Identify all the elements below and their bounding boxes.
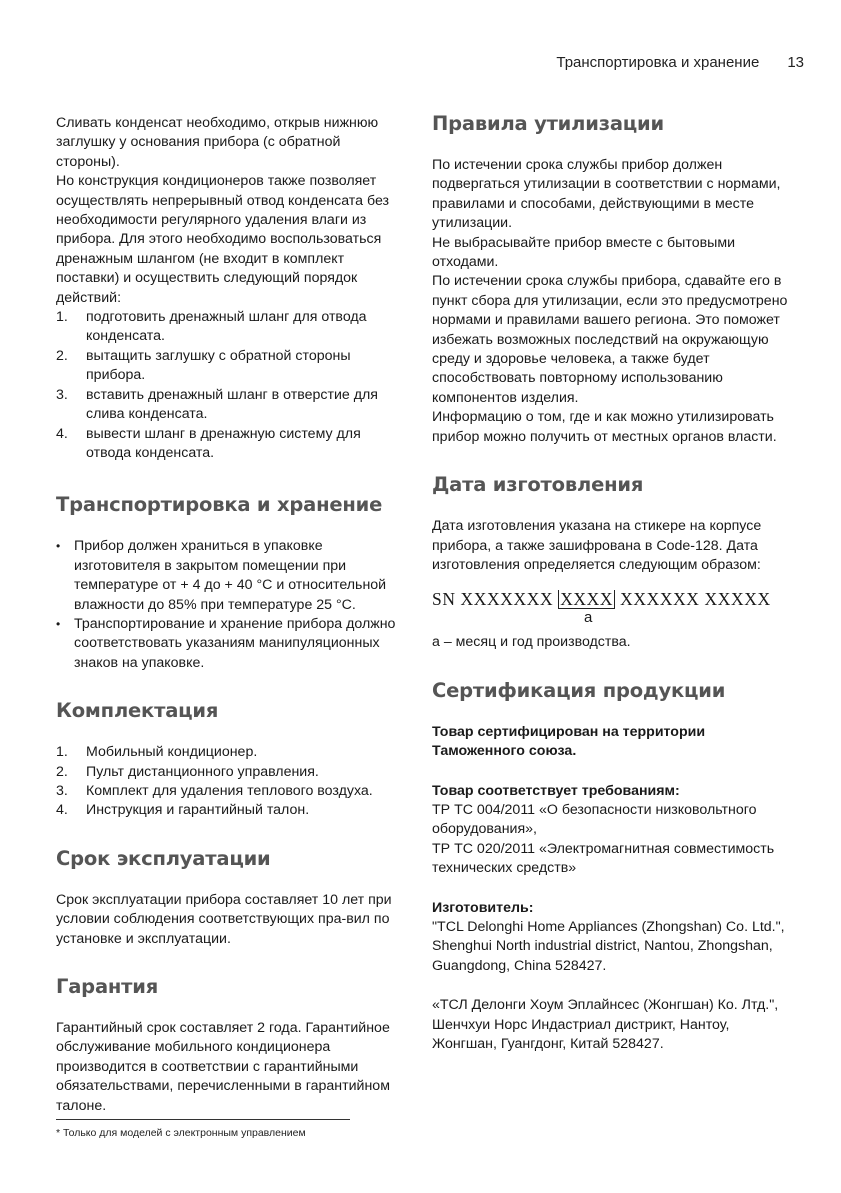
disposal-paragraph-2: Не выбрасывайте прибор вместе с бытовыми отходами. — [432, 234, 736, 271]
list-item — [56, 347, 408, 386]
manufacture-date-text: Дата изготовления указана на стикере на корпусе прибора, а также зашифрована в Code-128. Дата изготовления определяется следующим образом: — [432, 518, 762, 573]
intro-paragraph-1: Сливать конденсат необходимо, открыв нижнюю заглушку у основания прибора (с обратной стороны). — [56, 115, 379, 170]
service-life-text: Срок эксплуатации прибора составляет 10 лет при условии соблюдения соответствующих пра-вил по установке и эксплуатации. — [56, 891, 392, 947]
sn-suffix: XXXXXX XXXXX — [615, 589, 771, 610]
manufacture-date-heading: Дата изготовления — [432, 473, 644, 497]
list-item — [56, 386, 408, 425]
sn-bracket: XXXX — [560, 589, 614, 610]
list-text: Транспортирование и хранение прибора должно соответствовать указаниям манипуляционных знаков на упаковке. — [74, 615, 396, 671]
footnote: * Только для моделей с электронным управлением — [56, 1127, 306, 1139]
service-life-heading: Срок эксплуатации — [56, 846, 271, 870]
list-item — [56, 308, 408, 347]
sn-prefix: SN XXXXXXX — [432, 589, 559, 610]
disposal-paragraph-4: Информацию о том, где и как можно утилизировать прибор можно получить от местных органов власти. — [432, 409, 777, 445]
transport-heading: Транспортировка и хранение — [56, 493, 383, 517]
transport-bullets — [56, 537, 408, 673]
serial-number-pattern — [432, 589, 792, 633]
page-number: 13 — [787, 54, 804, 71]
right-column — [432, 114, 792, 1054]
manufacture-date-legend: a – месяц и год производства. — [432, 634, 631, 651]
list-item — [56, 782, 408, 801]
intro-paragraph-2: Но конструкция кондиционеров также позволяет осуществлять непрерывный отвод конденсата без необходимости регулярного удаления влаги из прибора. Для этого необходимо воспользоваться дренажным шлангом (не входит в комплект поставки) и осуществить следующий порядок действий: — [56, 173, 390, 306]
bullet-icon: • — [56, 539, 61, 554]
complies-line-2: ТР ТС 020/2011 «Электромагнитная совместимость технических средств» — [432, 840, 775, 877]
bullet-icon: • — [56, 616, 61, 631]
list-text: вытащить заглушку с обратной стороны прибора. — [86, 347, 351, 384]
manufacturer-heading: Изготовитель: — [432, 899, 534, 916]
list-text: вывести шланг в дренажную систему для отвода конденсата. — [86, 425, 361, 461]
list-number: 1. — [56, 744, 68, 761]
manufacturer-ru: «ТСЛ Делонги Хоум Эплайнсес (Жонгшан) Ко. Лтд.", Шенчхуи Норс Индастриал дистрикт, Нантоу, Жонгшан, Гуангдонг, Китай 528427. — [432, 997, 779, 1052]
manufacturer-en: "TCL Delonghi Home Appliances (Zhongshan) Co. Ltd.", Shenghui North industrial district, Nantou, Zhongshan, Guangdong, China 528427. — [432, 918, 785, 974]
list-number: 4. — [56, 802, 68, 819]
page-header — [556, 54, 804, 71]
disposal-heading: Правила утилизации — [432, 112, 664, 135]
list-number: 3. — [56, 782, 68, 799]
drain-steps-list — [56, 308, 408, 463]
disposal-paragraph-1: По истечении срока службы прибор должен подвергаться утилизации в соответствии с нормами, правилами и способами, действующими в месте утилизации. — [432, 157, 781, 232]
list-item — [56, 801, 408, 820]
disposal-paragraph-3: По истечении срока службы прибора, сдавайте его в пункт сбора для утилизации, если это предусмотрено нормами и правилами вашего региона. Это поможет избежать возможных последствий на окружающую среду и здоровье человека, а также будет способствовать повторному использованию компонентов изделия. — [432, 273, 788, 406]
list-text: Пульт дистанционного управления. — [86, 763, 319, 780]
warranty-text: Гарантийный срок составляет 2 года. Гарантийное обслуживание мобильного кондиционера производится в соответствии с гарантийными обязательствами, перечисленными в гарантийном талоне. — [56, 1020, 390, 1114]
bracket-label: a — [584, 609, 593, 627]
certification-heading: Сертификация продукции — [432, 678, 726, 702]
list-text: подготовить дренажный шланг для отвода конденсата. — [86, 309, 367, 345]
footnote-divider — [56, 1119, 350, 1120]
complies-heading: Товар соответствует требованиям: — [432, 782, 680, 799]
list-item — [56, 763, 408, 782]
list-text: Прибор должен храниться в упаковке изготовителя в закрытом помещении при температуре от + 4 до + 40 °C и относительной влажности до 85% при температуре 25 °C. — [74, 538, 387, 613]
kit-list — [56, 743, 408, 821]
warranty-heading: Гарантия — [56, 975, 159, 998]
list-number: 4. — [56, 425, 68, 442]
list-number: 3. — [56, 386, 68, 403]
list-item — [56, 743, 408, 762]
list-text: Комплект для удаления теплового воздуха. — [86, 782, 373, 799]
list-item — [56, 615, 408, 673]
list-number: 1. — [56, 309, 68, 326]
certified-text: Товар сертифицирован на территории Таможенного союза. — [432, 723, 706, 760]
complies-line-1: ТР ТС 004/2011 «О безопасности низковольтного оборудования», — [432, 801, 757, 838]
kit-heading: Комплектация — [56, 699, 219, 723]
header-title: Транспортировка и хранение — [556, 54, 760, 71]
list-item — [56, 537, 408, 615]
left-column — [56, 114, 408, 1116]
list-text: Инструкция и гарантийный талон. — [86, 802, 310, 819]
list-text: вставить дренажный шланг в отверстие для слива конденсата. — [86, 386, 378, 423]
list-text: Мобильный кондиционер. — [86, 744, 258, 761]
list-item — [56, 425, 408, 464]
list-number: 2. — [56, 763, 68, 780]
list-number: 2. — [56, 347, 68, 364]
